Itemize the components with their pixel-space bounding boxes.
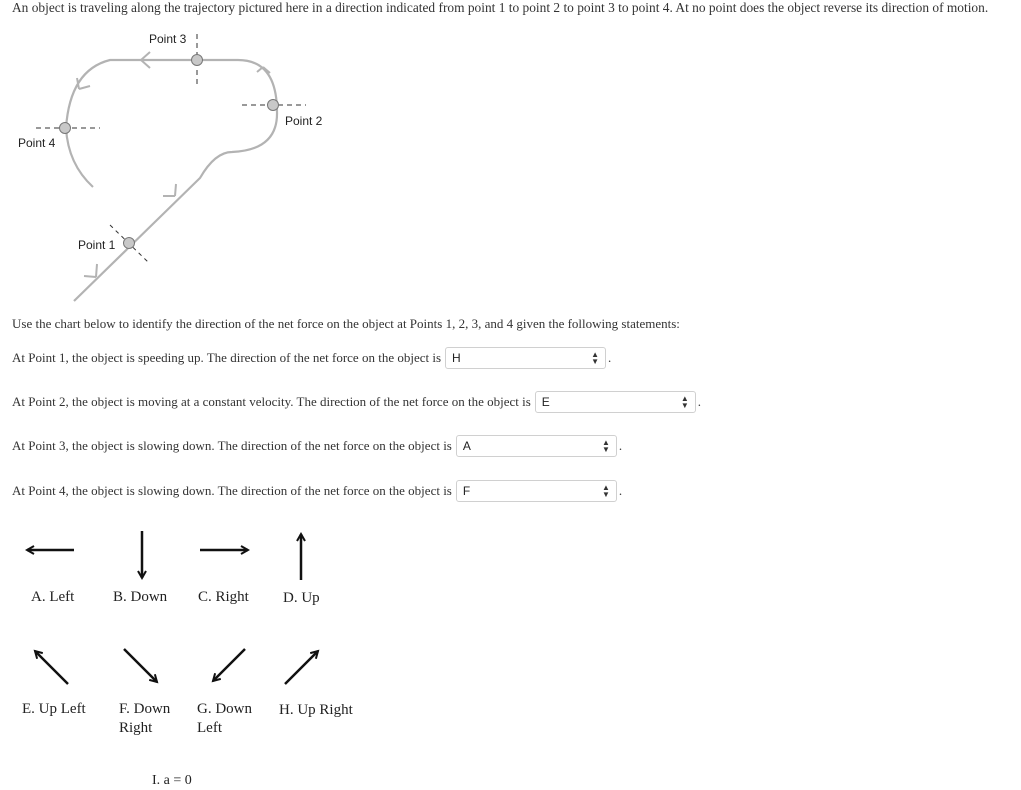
arrow-down-left-icon: [213, 649, 245, 681]
point-2-label: Point 2: [285, 114, 323, 128]
choice-a-label: A. Left: [31, 589, 75, 605]
question-suffix: .: [608, 350, 612, 365]
selected-value: H: [452, 351, 461, 365]
choice-c-label: C. Right: [198, 589, 249, 605]
selected-value: A: [462, 439, 471, 453]
choice-h-label: H. Up Right: [279, 702, 353, 718]
select-caret-icon: ▲ ▼: [601, 438, 610, 454]
question-text: At Point 4, the object is slowing down. The direction of the net force on the object is: [12, 483, 452, 498]
select-caret-icon: ▲ ▼: [591, 350, 600, 366]
answer-select-point-1[interactable]: [445, 347, 606, 369]
select-caret-icon: ▲ ▼: [680, 394, 689, 410]
point-4-label: Point 4: [18, 136, 56, 150]
selected-value: E: [541, 395, 550, 409]
choice-e-label: E. Up Left: [22, 701, 86, 717]
choice-f-line-1: F. Down: [119, 701, 171, 717]
choice-i-label: I. a = 0: [152, 773, 192, 788]
point-3-label: Point 3: [149, 32, 187, 46]
choice-f-label: [119, 700, 170, 738]
selected-value: F: [462, 484, 471, 498]
choice-g-line-1: G. Down: [197, 701, 252, 717]
arrow-up-left-icon: [35, 651, 68, 684]
direction-chart: [0, 0, 420, 788]
answer-select-point-3[interactable]: [456, 435, 617, 457]
arrow-up-right-icon: [285, 651, 318, 684]
answer-select-point-2[interactable]: [535, 391, 696, 413]
intro-text: An object is traveling along the trajectory pictured here in a direction indicated from point 1 to point 2 to point 3 to point 4. At no point does the object reverse its direction of motion.: [12, 0, 989, 15]
arrow-down-right-icon: [124, 649, 157, 682]
question-suffix: .: [618, 483, 623, 498]
choice-d-label: D. Up: [283, 590, 320, 606]
choice-f-line-2: Right: [119, 720, 153, 736]
instructions-text: Use the chart below to identify the direction of the net force on the object at Points 1, 2, 3, and 4 given the following statements:: [12, 316, 680, 331]
question-text: At Point 3, the object is slowing down. The direction of the net force on the object is: [12, 438, 452, 453]
question-text: At Point 2, the object is moving at a constant velocity. The direction of the net force on the object is: [12, 394, 531, 409]
select-caret-icon: ▲ ▼: [601, 483, 610, 499]
choice-g-line-2: Left: [197, 720, 222, 736]
question-text: At Point 1, the object is speeding up. The direction of the net force on the object is: [12, 350, 442, 365]
choice-b-label: B. Down: [113, 589, 168, 605]
question-suffix: .: [697, 394, 702, 409]
question-suffix: .: [618, 438, 623, 453]
answer-select-point-4[interactable]: [456, 480, 617, 502]
point-1-label: Point 1: [78, 238, 116, 252]
choice-g-label: [197, 700, 252, 738]
